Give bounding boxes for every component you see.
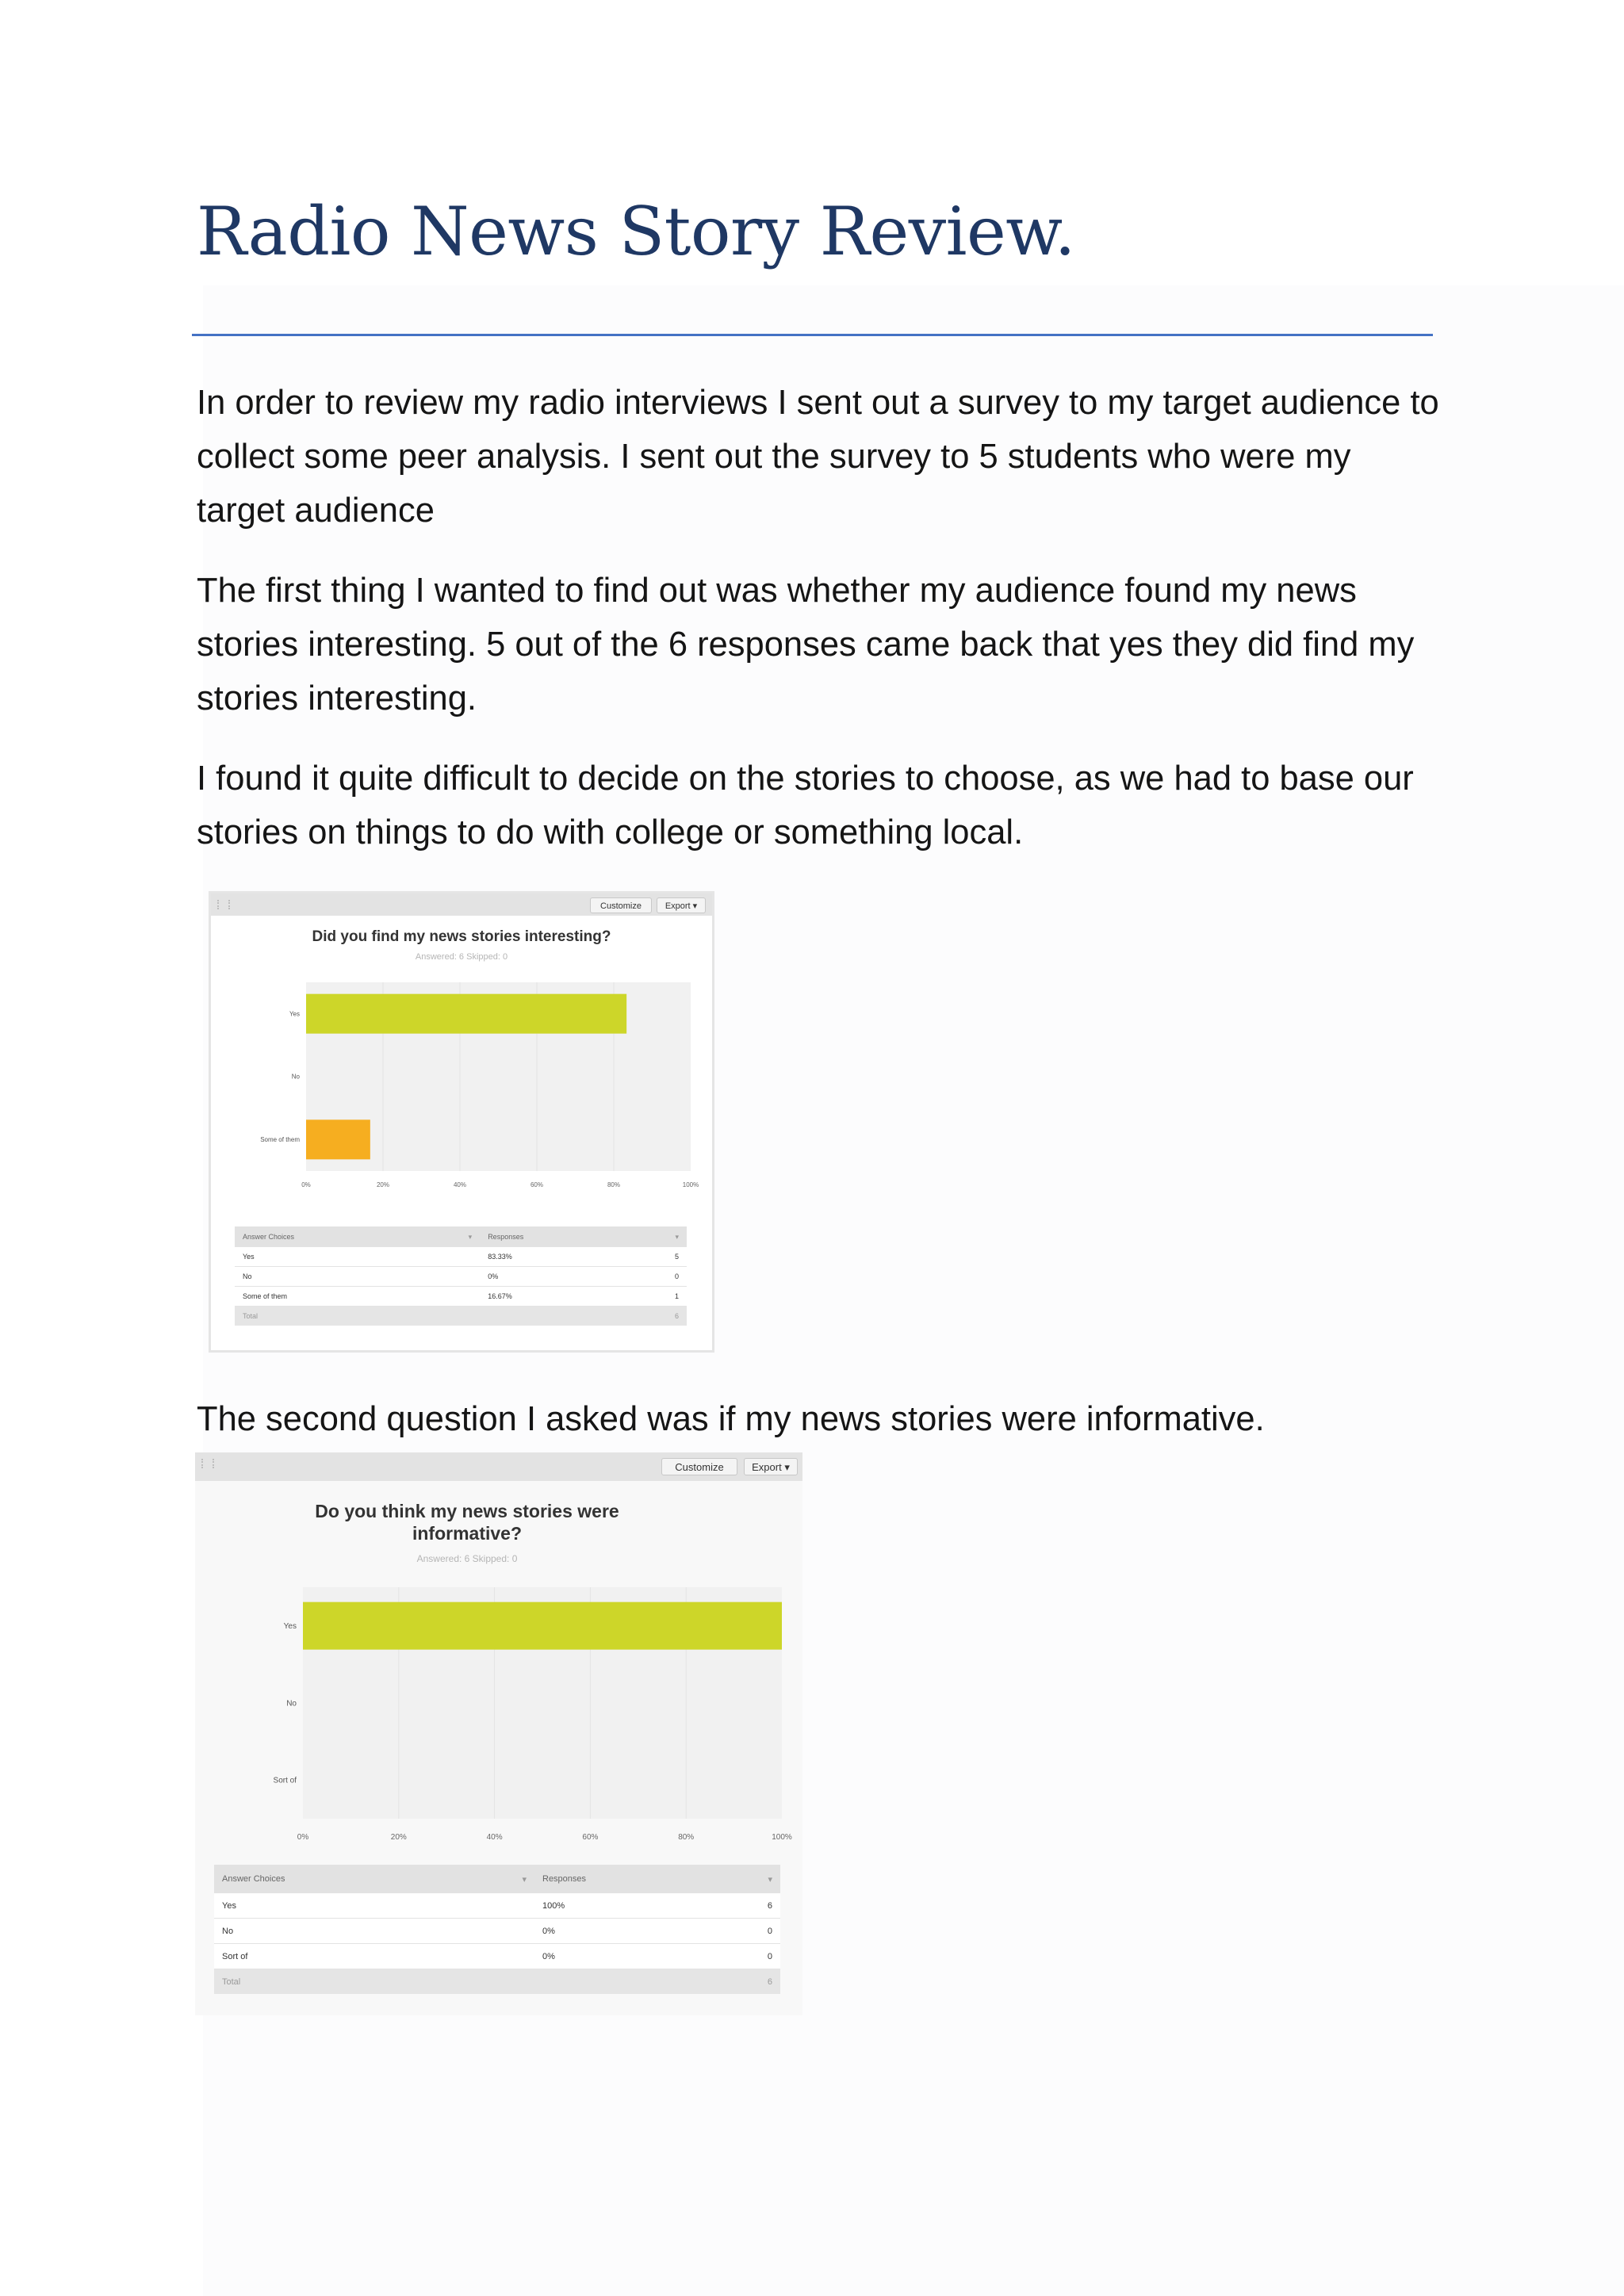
- question-title: Did you find my news stories interesting?: [312, 928, 611, 945]
- responses-table: [214, 1865, 780, 1994]
- answered-skipped-count: Answered: 6 Skipped: 0: [416, 1553, 518, 1564]
- table-row: Yes 100% 6: [214, 1893, 780, 1919]
- question-title: Do you think my news stories were informative?: [315, 1501, 619, 1544]
- table-header-choices[interactable]: Answer Choices ▾: [214, 1865, 534, 1893]
- table-row: No 0% 0: [214, 1919, 780, 1944]
- bar: [303, 1602, 782, 1650]
- x-tick-label: 80%: [607, 1181, 621, 1188]
- responses-table: [235, 1226, 687, 1326]
- body-paragraph-intro: In order to review my radio interviews I sent out a survey to my target audience to collect some peer analysis. I sent out the survey to 5 students who were my target audience: [197, 384, 1439, 530]
- page-title: Radio News Story Review.: [197, 193, 1075, 270]
- x-tick-label: 60%: [582, 1833, 599, 1842]
- export-button[interactable]: Export ▾: [657, 897, 706, 913]
- table-row: Sort of 0% 0: [214, 1944, 780, 1969]
- y-category-label: No: [291, 1073, 300, 1081]
- y-category-label: Yes: [289, 1010, 300, 1018]
- title-divider: [192, 334, 1433, 336]
- x-tick-label: 0%: [301, 1181, 311, 1188]
- y-category-label: Yes: [283, 1622, 297, 1631]
- survey-chart-informative: [195, 1452, 802, 2015]
- customize-button[interactable]: Customize: [661, 1458, 737, 1475]
- bar: [306, 1119, 370, 1159]
- bar: [306, 994, 626, 1034]
- body-paragraph-second-question: The second question I asked was if my news stories were informative.: [197, 1400, 1265, 1438]
- x-tick-label: 80%: [678, 1833, 695, 1842]
- table-row: No 0% 0: [235, 1267, 687, 1287]
- x-tick-label: 20%: [376, 1181, 390, 1188]
- x-tick-label: 40%: [486, 1833, 503, 1842]
- answered-skipped-count: Answered: 6 Skipped: 0: [415, 952, 508, 962]
- table-row: Some of them 16.67% 1: [235, 1287, 687, 1307]
- bar-chart-interesting: [211, 894, 714, 1226]
- table-total-row: Total 6: [214, 1969, 780, 1995]
- body-paragraph-story-choice: I found it quite difficult to decide on the stories to choose, as we had to base our stories on things to do with college or something local.: [197, 760, 1414, 851]
- y-category-label: No: [286, 1699, 297, 1709]
- y-category-label: Sort of: [273, 1776, 297, 1785]
- survey-chart-interesting: [209, 891, 714, 1353]
- x-tick-label: 60%: [530, 1181, 544, 1188]
- table-row: Yes 83.33% 5: [235, 1247, 687, 1267]
- x-tick-label: 20%: [390, 1833, 407, 1842]
- x-tick-label: 100%: [772, 1833, 792, 1842]
- table-header-choices[interactable]: Answer Choices ▾: [235, 1226, 480, 1247]
- customize-button[interactable]: Customize: [590, 897, 652, 913]
- export-button[interactable]: Export ▾: [744, 1458, 798, 1475]
- table-total-row: Total 6: [235, 1307, 687, 1326]
- table-header-responses[interactable]: Responses ▾: [534, 1865, 780, 1893]
- y-category-label: Some of them: [260, 1136, 300, 1143]
- x-tick-label: 0%: [297, 1833, 309, 1842]
- x-tick-label: 100%: [682, 1181, 699, 1188]
- x-tick-label: 40%: [453, 1181, 467, 1188]
- bar-chart-informative: [195, 1452, 802, 1865]
- body-paragraph-first-question: The first thing I wanted to find out was whether my audience found my news stories interesting. 5 out of the 6 responses came back that yes they did find my stories interesting.: [197, 572, 1415, 718]
- table-header-responses[interactable]: Responses ▾: [480, 1226, 687, 1247]
